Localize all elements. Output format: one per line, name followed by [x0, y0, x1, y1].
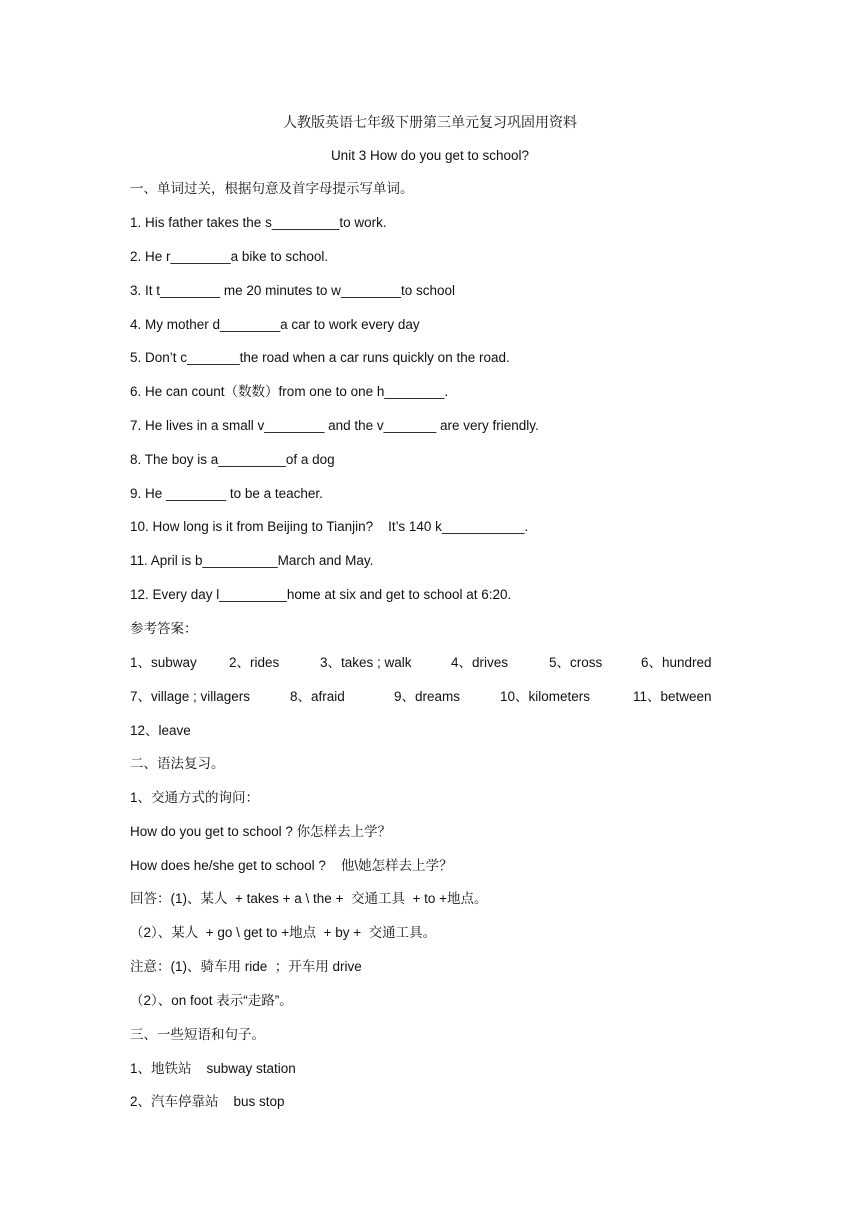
- answers-row-1: [130, 654, 730, 672]
- answer-item: 6、hundred: [641, 655, 712, 670]
- question-2: 2. He r________a bike to school.: [130, 249, 329, 264]
- question-11: 11. April is b__________March and May.: [130, 553, 374, 568]
- answer-item: 11、between: [633, 689, 712, 704]
- question-6: 6. He can count（数数）from one to one h________.: [130, 384, 449, 399]
- answer-item: 4、drives: [451, 655, 509, 670]
- answers-row-2: [130, 688, 730, 706]
- answer-item: 9、dreams: [394, 689, 461, 704]
- section3-heading: 三、一些短语和句子。: [130, 1027, 265, 1042]
- question-8: 8. The boy is a_________of a dog: [130, 452, 335, 467]
- answer-item: 8、afraid: [290, 689, 345, 704]
- question-3: 3. It t________ me 20 minutes to w________to school: [130, 283, 455, 298]
- phrase-1: 1、地铁站 subway station: [130, 1061, 296, 1076]
- phrase-2: 2、汽车停靠站 bus stop: [130, 1094, 285, 1109]
- grammar-answer-1: 回答：(1)、某人 + takes + a \ the + 交通工具 + to +地点。: [130, 891, 488, 906]
- question-7: 7. He lives in a small v________ and the v_______ are very friendly.: [130, 418, 539, 433]
- document-subtitle: Unit 3 How do you get to school?: [330, 148, 530, 163]
- grammar-question-1: How do you get to school ? 你怎样去上学？: [130, 824, 392, 839]
- answer-item: 7、village ; villagers: [130, 689, 251, 704]
- grammar-item-1: 1、交通方式的询问：: [130, 790, 260, 805]
- answer-item: 3、takes ; walk: [320, 655, 412, 670]
- question-4: 4. My mother d________a car to work every day: [130, 317, 420, 332]
- answer-item: 2、rides: [229, 655, 280, 670]
- note-1: 注意：(1)、骑车用 ride ；开车用 drive: [130, 959, 362, 974]
- section1-heading: 一、单词过关，根据句意及首字母提示写单词。: [130, 181, 414, 196]
- question-9: 9. He ________ to be a teacher.: [130, 486, 323, 501]
- question-5: 5. Don’t c_______the road when a car runs quickly on the road.: [130, 350, 510, 365]
- question-10: 10. How long is it from Beijing to Tianjin? It’s 140 k___________.: [130, 519, 529, 534]
- document-title: 人教版英语七年级下册第三单元复习巩固用资料: [283, 114, 577, 130]
- answer-item: 10、kilometers: [500, 689, 591, 704]
- section2-heading: 二、语法复习。: [130, 756, 225, 771]
- answers-heading: 参考答案：: [130, 621, 198, 636]
- answer-item: 5、cross: [549, 655, 603, 670]
- note-2: （2）、on foot 表示“走路”。: [130, 993, 293, 1008]
- answer-item: 12、leave: [130, 723, 191, 738]
- grammar-answer-2: （2）、某人 + go \ get to +地点 + by + 交通工具。: [130, 925, 437, 940]
- answer-item: 1、subway: [130, 655, 197, 670]
- grammar-question-2: How does he/she get to school ? 他\她怎样去上学？: [130, 858, 453, 873]
- answers-row-3: [130, 722, 730, 740]
- question-12: 12. Every day l_________home at six and get to school at 6:20.: [130, 587, 512, 602]
- question-1: 1. His father takes the s_________to work.: [130, 215, 387, 230]
